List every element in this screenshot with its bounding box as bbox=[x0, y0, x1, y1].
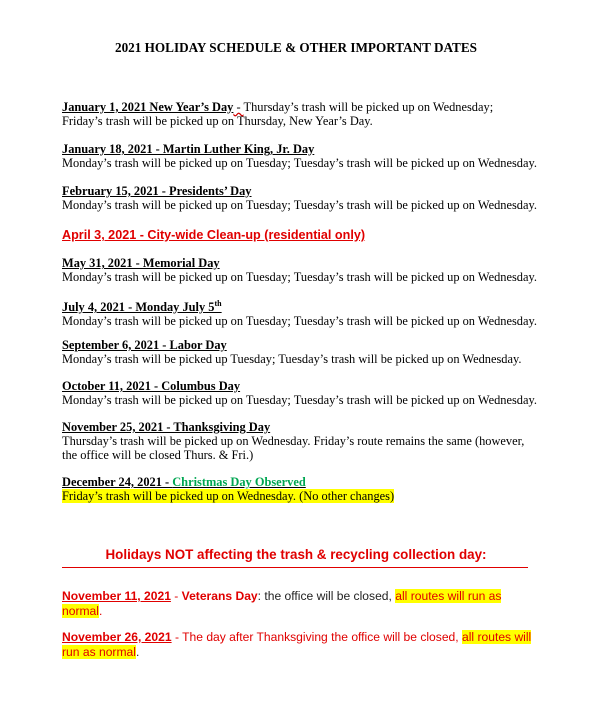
entry-line: Monday’s trash will be picked up on Tuesday; Tuesday’s trash will be picked up on Wednesday. bbox=[62, 270, 537, 284]
holiday-entry-july4 bbox=[62, 297, 582, 328]
entry-line: Monday’s trash will be picked up on Tuesday; Tuesday’s trash will be picked up on Wednesday. bbox=[62, 156, 537, 170]
not-affecting-day-after-thanksgiving bbox=[62, 630, 537, 659]
holiday-entry-mlk bbox=[62, 142, 582, 170]
not-affecting-highlight: all routes will run as normal bbox=[62, 630, 532, 659]
holiday-entry-new-years bbox=[62, 100, 582, 128]
holiday-entry-columbus bbox=[62, 379, 582, 407]
entry-heading: September 6, 2021 - Labor Day bbox=[62, 338, 227, 352]
entry-heading-superscript: th bbox=[214, 299, 222, 308]
holiday-entry-thanksgiving bbox=[62, 420, 582, 462]
entry-line-highlighted: Friday’s trash will be picked up on Wednesday. (No other changes) bbox=[62, 489, 395, 503]
entry-line: Thursday’s trash will be picked up on Wednesday. Friday’s route remains the same (however, bbox=[62, 434, 525, 448]
not-affecting-end: . bbox=[98, 603, 103, 618]
entry-line: Monday’s trash will be picked up on Tuesday; Tuesday’s trash will be picked up on Wednesday. bbox=[62, 314, 537, 329]
not-affecting-heading: Holidays NOT affecting the trash & recycling collection day: bbox=[105, 547, 487, 562]
not-affecting-sep: - bbox=[170, 589, 182, 603]
entry-heading: November 25, 2021 - Thanksgiving Day bbox=[62, 420, 271, 434]
entry-heading: July 4, 2021 - Monday July 5 bbox=[62, 300, 215, 315]
not-affecting-date: November 11, 2021 bbox=[62, 589, 171, 603]
entry-line: Monday’s trash will be picked up Tuesday; Tuesday’s trash will be picked up on Wednesday. bbox=[62, 352, 522, 366]
holiday-entry-presidents bbox=[62, 184, 582, 212]
page-title: 2021 HOLIDAY SCHEDULE & OTHER IMPORTANT DATES bbox=[114, 40, 477, 55]
entry-separator: - bbox=[233, 100, 244, 114]
not-affecting-text: : the office will be closed, bbox=[257, 589, 396, 603]
not-affecting-date: November 26, 2021 bbox=[62, 630, 172, 644]
entry-heading: February 15, 2021 - Presidents’ Day bbox=[62, 184, 252, 198]
red-divider bbox=[62, 567, 528, 568]
holiday-entry-memorial bbox=[62, 256, 582, 284]
entry-heading: December 24, 2021 - bbox=[62, 475, 173, 489]
entry-line: Monday’s trash will be picked up on Tuesday; Tuesday’s trash will be picked up on Wednesday. bbox=[62, 393, 537, 407]
not-affecting-holiday: Veterans Day bbox=[181, 589, 258, 603]
not-affecting-veterans bbox=[62, 589, 537, 618]
entry-heading: January 18, 2021 - Martin Luther King, Jr. Day bbox=[62, 142, 315, 156]
entry-heading-observed: Christmas Day Observed bbox=[172, 475, 306, 489]
entry-line: Thursday’s trash will be picked up on Wednesday; bbox=[243, 100, 494, 114]
cleanup-notice: April 3, 2021 - City-wide Clean-up (residential only) bbox=[62, 228, 366, 242]
not-affecting-highlight: all routes will run as normal bbox=[62, 589, 502, 618]
holiday-entry-labor bbox=[62, 338, 582, 366]
entry-heading: January 1, 2021 New Year’s Day bbox=[62, 100, 234, 114]
not-affecting-end: . bbox=[135, 644, 140, 659]
not-affecting-text: The day after Thanksgiving the office will be closed, bbox=[182, 630, 463, 644]
entry-heading: May 31, 2021 - Memorial Day bbox=[62, 256, 220, 270]
entry-heading: October 11, 2021 - Columbus Day bbox=[62, 379, 241, 393]
holiday-entry-christmas bbox=[62, 475, 582, 503]
entry-line: Friday’s trash will be picked up on Thursday, New Year’s Day. bbox=[62, 114, 373, 128]
entry-line: Monday’s trash will be picked up on Tuesday; Tuesday’s trash will be picked up on Wednesday. bbox=[62, 198, 537, 212]
entry-line: the office will be closed Thurs. & Fri.) bbox=[62, 448, 254, 462]
not-affecting-sep: - bbox=[171, 630, 183, 644]
